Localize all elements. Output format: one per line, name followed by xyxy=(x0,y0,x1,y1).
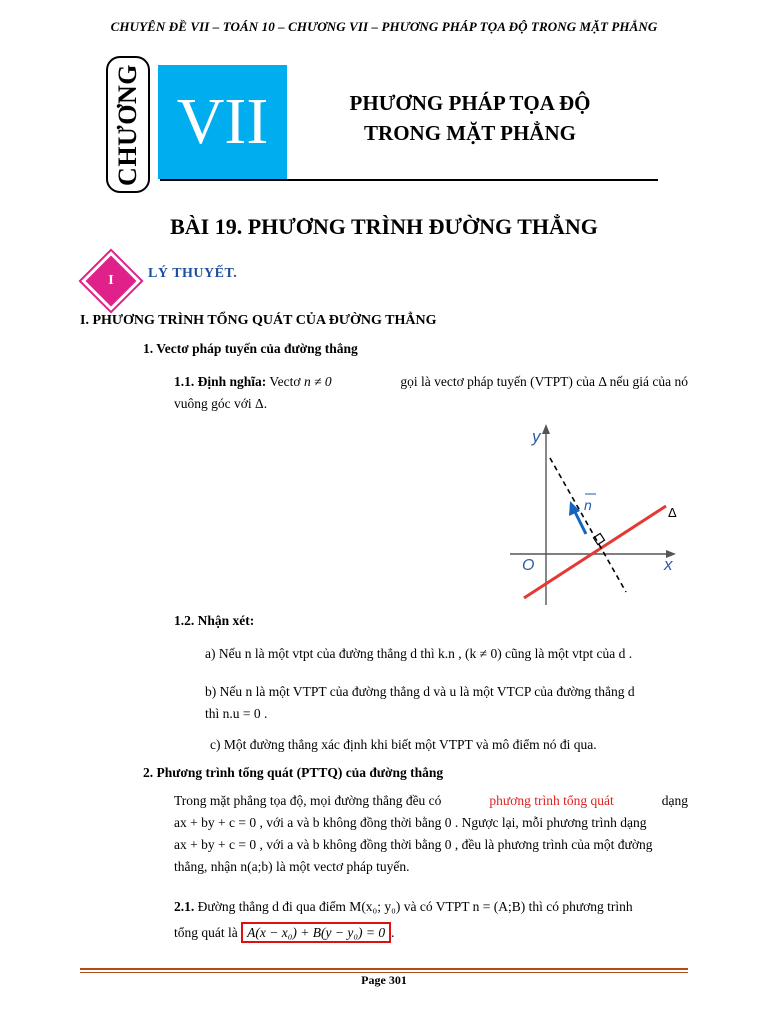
remark-c: c) Một đường thẳng xác định khi biết một VTPT và mô điểm nó đi qua. xyxy=(210,737,597,752)
page-number: Page 301 xyxy=(361,973,407,987)
remark-b-line2: thì n.u = 0 . xyxy=(205,706,268,721)
heading-pttq: 2. Phương trình tổng quát (PTTQ) của đường thẳng xyxy=(143,765,444,780)
item-2-1-pre: tổng quát là xyxy=(174,925,238,940)
item-2-1 xyxy=(174,896,688,944)
normal-vector-figure xyxy=(500,420,700,610)
running-head: CHUYÊN ĐỀ VII – TOÁN 10 – CHƯƠNG VII – PHƯƠNG PHÁP TỌA ĐỘ TRONG MẶT PHẲNG xyxy=(110,19,658,34)
x-axis-label: x xyxy=(664,555,673,574)
heading-general-equation: I. PHƯƠNG TRÌNH TỔNG QUÁT CỦA ĐƯỜNG THẲNG xyxy=(80,313,437,328)
item-2-1-text: Đường thẳng d đi qua điểm M(x₀; y₀) và có VTPT n = (A;B) thì có phương trình xyxy=(197,899,633,914)
chapter-title-line1: PHƯƠNG PHÁP TỌA ĐỘ xyxy=(349,91,591,115)
formula-box: A(x − x₀) + B(y − y₀) = 0 xyxy=(241,922,391,943)
definition-label: 1.1. Định nghĩa: xyxy=(174,374,267,389)
chapter-divider xyxy=(160,179,658,181)
section-label: LÝ THUYẾT. xyxy=(148,266,238,281)
remark-b-line1: b) Nếu n là một VTPT của đường thẳng d và u là một VTCP của đường thẳng d xyxy=(205,684,635,699)
line-delta xyxy=(524,506,666,598)
definition-block xyxy=(174,371,688,415)
remark-b xyxy=(205,681,689,725)
y-axis-arrow-icon xyxy=(542,424,550,434)
chapter-title-line2: TRONG MẶT PHẲNG xyxy=(364,121,576,145)
lesson-title: BÀI 19. PHƯƠNG TRÌNH ĐƯỜNG THẲNG xyxy=(170,214,598,239)
delta-label: Δ xyxy=(668,505,677,520)
pttq-paragraph xyxy=(174,790,688,878)
chapter-number-box: VII xyxy=(158,65,287,179)
footer-rule-thick xyxy=(80,968,688,970)
definition-vector: n ≠ 0 xyxy=(303,374,332,389)
heading-normal-vector: 1. Vectơ pháp tuyến của đường thẳng xyxy=(143,341,358,356)
pttq-p3: ax + by + c = 0 , với a và b không đồng thời bằng 0 , đều là phương trình của một đường xyxy=(174,837,653,852)
chapter-title xyxy=(300,88,640,148)
chapter-word: CHƯƠNG xyxy=(113,63,142,186)
definition-text-a: Vectơ xyxy=(269,374,301,389)
origin-label: O xyxy=(522,557,535,574)
remark-a: a) Nếu n là một vtpt của đường thẳng d thì k.n , (k ≠ 0) cũng là một vtpt của d . xyxy=(205,646,633,661)
definition-text-b: gọi là vectơ pháp tuyến (VTPT) của Δ nếu giá của nó xyxy=(400,374,688,389)
normal-line xyxy=(550,458,626,592)
pttq-p1-b: dạng xyxy=(661,793,688,808)
n-label: n xyxy=(584,497,592,513)
pttq-p1-a: Trong mặt phẳng tọa độ, mọi đường thẳng đều có xyxy=(174,793,442,808)
normal-vector-arrow xyxy=(574,510,586,534)
pttq-p2: ax + by + c = 0 , với a và b không đồng thời bằng 0 . Ngược lại, mỗi phương trình dạng xyxy=(174,815,647,830)
y-axis-label: y xyxy=(532,427,541,446)
chapter-word-box xyxy=(106,56,150,193)
definition-line2: vuông góc với Δ. xyxy=(174,396,268,411)
item-2-1-label: 2.1. xyxy=(174,899,195,914)
item-2-1-post: . xyxy=(391,925,395,940)
section-badge: I xyxy=(108,273,114,288)
pttq-p4: thẳng, nhận n(a;b) là một vectơ pháp tuyến. xyxy=(174,859,410,874)
pttq-p1-red: phương trình tổng quát xyxy=(489,793,614,808)
remark-label: 1.2. Nhận xét: xyxy=(174,613,255,628)
